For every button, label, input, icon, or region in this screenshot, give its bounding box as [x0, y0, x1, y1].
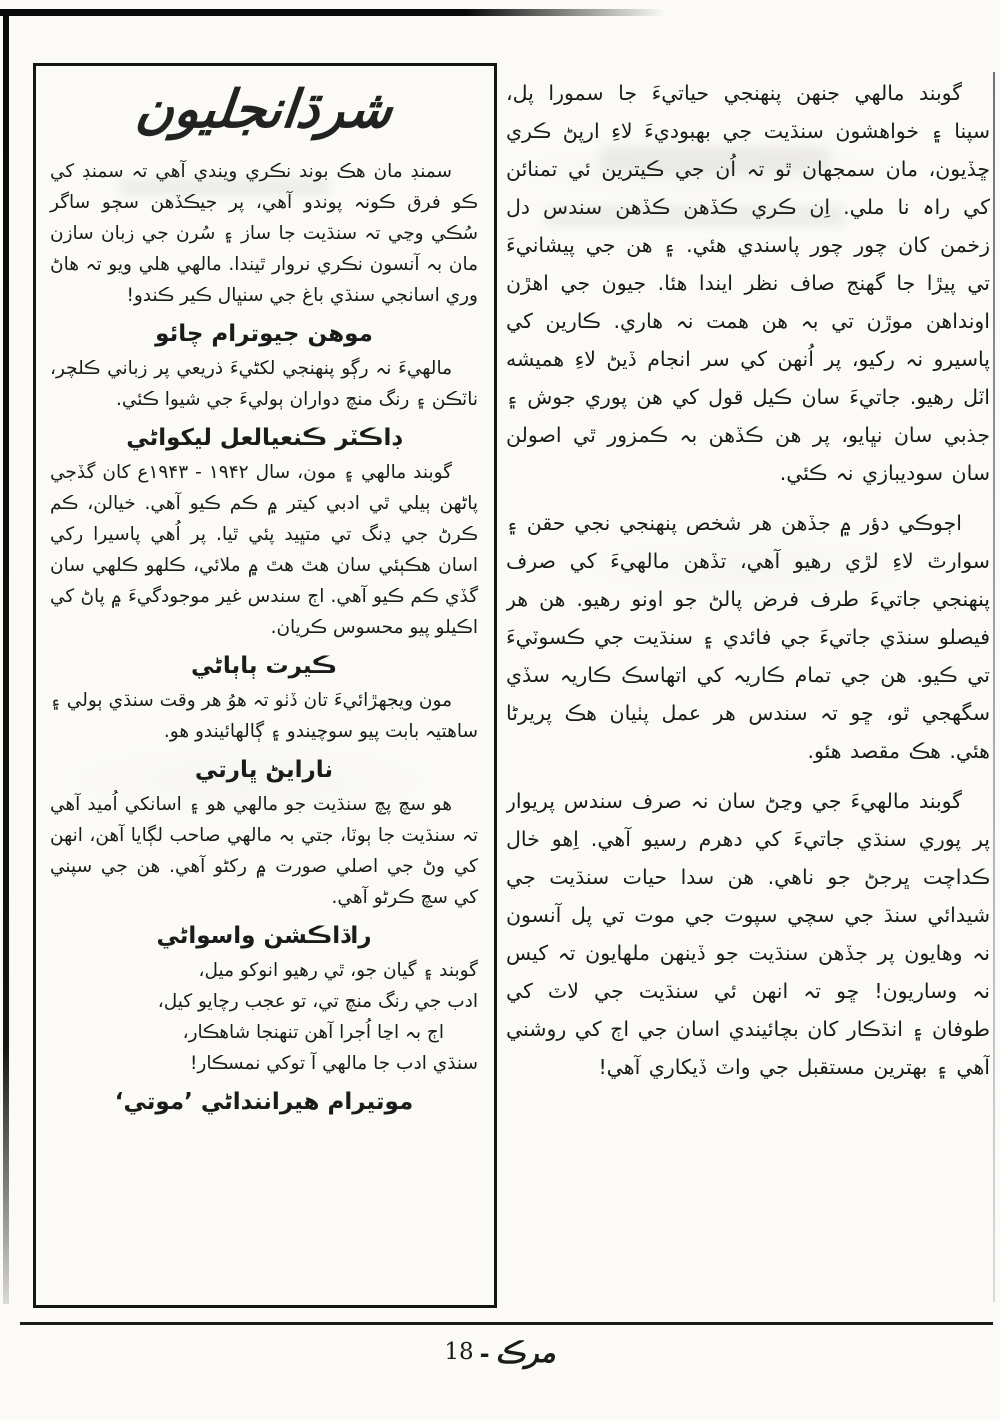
tribute-box-title: شرڌانجليون [132, 80, 396, 140]
tribute-text-4: هو سچ پچ سنڌيت جو مالهي هو ۽ اسانکي اُميد آهي تہ سنڌيت جا ٻوٽا، جتي بہ مالهي صاحب لڳايا آهن، انهن کي وڻ جي اصلي صورت ۾ رکڻو آهي. هن جي سپني کي سچ ڪرڻو آهي. [50, 794, 478, 908]
footer-rule [20, 1322, 993, 1325]
tribute-author-1: موهن جيوترام چائو [155, 321, 373, 347]
article-column [506, 74, 990, 1314]
article-paragraph-1: گوبند مالهي جنهن پنهنجي حياتيءَ جا سمورا پل، سپنا ۽ خواهشون سنڌيت جي بهبوديءَ لاءِ ارپڻ ڪري ڇڏيون، مان سمجهان ٿو تہ اُن جي ڪيترين ئي تمنائن کي راہ نا ملي. اِن ڪري ڪڏهن ڪڏهن سندس دل زخمن کان چور چور پاسندي هئي. ۽ هن جي پيشانيءَ تي پيڙا جا گهنج صاف نظر ايندا هئا. جيون جي اهڙن اونداهن موڙن تي بہ هن همت نہ هاري. ڪارين کي پاسيرو نہ رکيو، پر اُنهن کي سر انجام ڏيڻ لاءِ هميشه اٽل رهيو. جاتيءَ سان ڪيل قول کي هن پوري جوش ۽ جذبي سان نڀايو، پر هن ڪڏهن بہ ڪمزور ٿي اصولن سان سوديبازي نہ ڪئي. [506, 81, 990, 485]
tribute-box [33, 63, 497, 1308]
tribute-author-3: ڪيرت ٻاٻاڻي [191, 653, 337, 679]
footer-magazine-name: مرڪ [495, 1336, 556, 1369]
tribute-author-4: نارايڻ ڀارتي [194, 757, 334, 783]
tribute-intro: سمنڊ مان هڪ بوند نڪري ويندي آهي تہ سمنڊ کي ڪو فرق ڪونہ پوندو آهي، پر جيڪڏهن سڄو ساگر سُڪي وڃي تہ سنڌيت جا ساز ۽ سُرن جي زبان سازن مان بہ آنسون نڪري نروار ٿيندا. مالهي هلي ويو تہ هاڻ وري اسانجي سنڌي باغ جي سنڀال ڪير ڪندو! [50, 161, 478, 306]
poem-line: اڄ بہ اڃا اُجرا آهن تنهنجا شاهڪار، [182, 1022, 444, 1043]
tribute-text-2: گوبند مالهي ۽ مون، سال ۱۹۴۲ - ۱۹۴۳ع کان گڏجي پاڻهن ٻيلي ٿي ادبي کيتر ۾ ڪم ڪيو آهي. خيالن، ڪم ڪرڻ جي ڍنگ تي متڀيد پئي ٿيا. پر اُهي پاسيرا رکي اسان هڪٻئي سان هٿ هٿ ۾ ملائي، ڪلهو ڪلهي سان گڏي ڪم ڪيو آهي. اڄ سندس غير موجودگيءَ ۾ پاڻ کي اڪيلو پيو محسوس ڪريان. [50, 462, 478, 638]
scan-edge-left [3, 9, 9, 1304]
tribute-text-3: مون ويجهڙائيءَ تان ڏٺو تہ هوُ هر وقت سنڌي ٻولي ۽ ساهتيہ بابت پيو سوچيندو ۽ ڳالهائيندو هو. [50, 690, 478, 742]
article-paragraph-2: اڄوڪي دؤر ۾ جڏهن هر شخص پنهنجي نجي حقن ۽ سوارٿ لاءِ لڙي رهيو آهي، تڏهن مالهيءَ کي صرف پنهنجي جاتيءَ طرف فرض پالڻ جو اونو رهيو. هن هر فيصلو سنڌي جاتيءَ جي فائدي ۽ سنڌيت جي ڪسوٽيءَ تي ڪيو. هن جي تمام ڪاريہ کي اتهاسڪ ڪاريہ سڏي سگهجي ٿو، ڇو تہ سندس هر عمل پٺيان هڪ پريرڻا هئي. هڪ مقصد هئو. [506, 511, 990, 763]
tribute-author-2: ڊاڪٽر ڪنعيالعل ليکواڻي [126, 425, 402, 451]
article-paragraph-3: گوبند مالهيءَ جي وڃڻ سان نہ صرف سندس پريوار پر پوري سنڌي جاتيءَ کي دهرم رسيو آهي. اِهو خال ڪداچت ڀرجڻ جو ناهي. هن سدا حيات سنڌيت جي شيدائي سنڌ جي سچي سپوت جي موت تي پل آنسون نہ وهايون پر جڏهن سنڌيت جو ڏينهن ملهايون تہ کيس نہ وساريون! ڇو تہ انهن ئي سنڌيت جي لاٽ کي طوفان ۽ انڌڪار کان بچائيندي اسان جي اڄ کي روشني آهي ۽ بهترين مستقبل جي واٽ ڏيکاري آهي! [506, 789, 990, 1079]
tribute-text-1: مالهيءَ نہ رڳو پنهنجي لکڻيءَ ذريعي پر زباني ڪلچر، ناٽڪن ۽ رنگ منچ دواران ٻوليءَ جي شيوا ڪئي. [50, 358, 478, 410]
poem-line: ادب جي رنگ منچ تي، تو عجب رچايو کيل، [157, 991, 478, 1012]
scan-edge-top [0, 9, 665, 16]
footer-page-number: 18 [444, 1339, 474, 1365]
tribute-signature: موتيرام هيراننداڻي ’موتي‘ [114, 1089, 414, 1115]
page-footer [0, 1336, 1000, 1369]
tribute-author-5: راڌاڪشن واسواڻي [156, 923, 372, 949]
footer-separator: - [479, 1340, 490, 1368]
poem-line: گوبند ۽ گيان جو، ٿي رهيو انوکو ميل، [198, 960, 478, 981]
tribute-poem [50, 955, 478, 1079]
scan-edge-right [993, 72, 995, 1302]
poem-line: سنڌي ادب جا مالهي آ توکي نمسڪار! [189, 1053, 478, 1074]
